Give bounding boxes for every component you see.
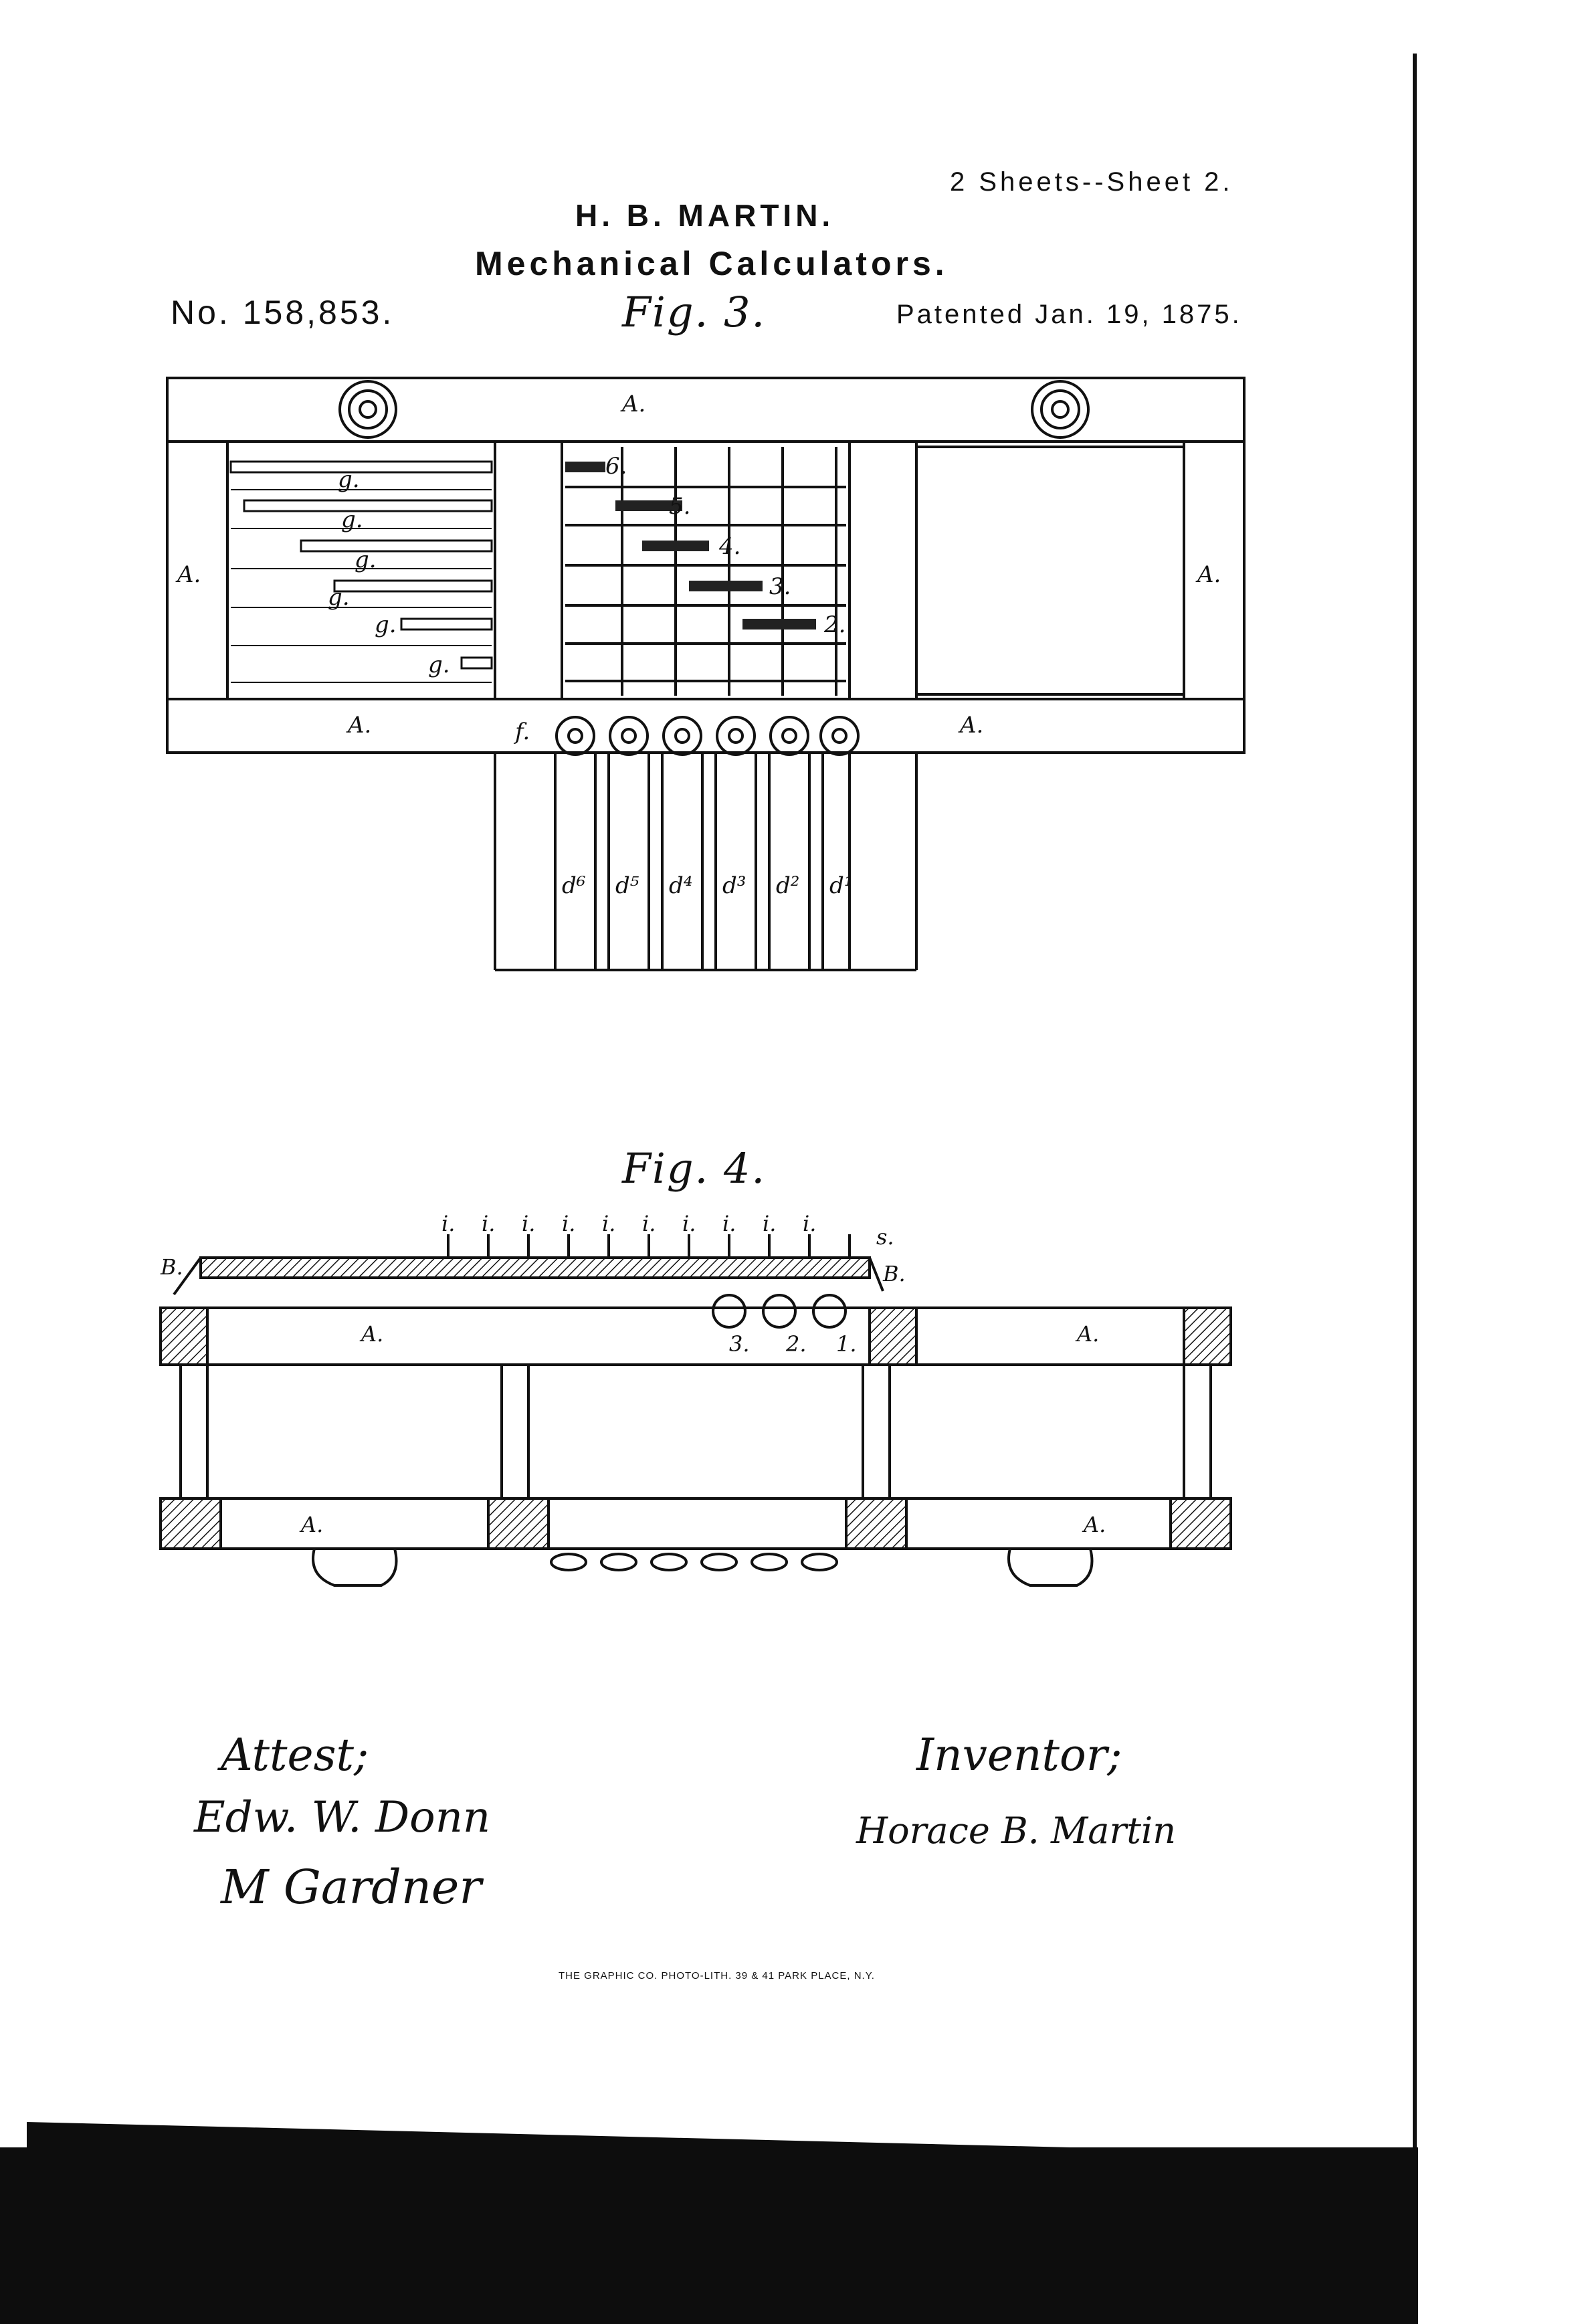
fig3-label-g-3: g. <box>355 547 377 573</box>
fig3-label-g-1: g. <box>338 466 360 493</box>
fig3-label-d1: d¹ <box>829 872 854 899</box>
fig4-label: Fig. 4. <box>622 1144 767 1193</box>
fig3-label-row-3: 3. <box>769 573 791 600</box>
fig3-label-g-6: g. <box>428 652 450 678</box>
sheet-number: 2 Sheets--Sheet 2. <box>950 167 1233 197</box>
fig3-label-g-2: g. <box>341 506 363 533</box>
fig4-label-a-4: A. <box>1084 1512 1106 1537</box>
fig3-label-f: f. <box>515 718 530 745</box>
fig3-label-d5: d⁵ <box>615 872 639 899</box>
fig4-label-i-9: i. <box>763 1211 777 1236</box>
scan-margin-right <box>1417 0 1592 2324</box>
witness-signature-1: Edw. W. Donn <box>194 1793 491 1842</box>
fig4-label-a-3: A. <box>301 1512 324 1537</box>
fig4-label-i-6: i. <box>642 1211 656 1236</box>
fig3-label-a-right: A. <box>1197 561 1221 588</box>
fig3-label-row-6: 6. <box>605 453 627 480</box>
fig3-label-a-bottom-right: A. <box>960 712 984 739</box>
inventor-name-heading: H. B. MARTIN. <box>575 198 835 233</box>
fig3-drawing <box>0 0 1592 1003</box>
fig3-label-d3: d³ <box>722 872 747 899</box>
fig4-label-gear-1: 1. <box>836 1331 857 1357</box>
fig4-label-i-5: i. <box>602 1211 616 1236</box>
fig4-label-a-2: A. <box>1077 1321 1100 1347</box>
fig4-label-i-10: i. <box>803 1211 817 1236</box>
fig3-label-a-top: A. <box>622 391 646 417</box>
fig4-label-i-7: i. <box>682 1211 696 1236</box>
fig4-label-i-2: i. <box>482 1211 496 1236</box>
fig4-label-gear-2: 2. <box>786 1331 807 1357</box>
patent-date: Patented Jan. 19, 1875. <box>896 300 1242 329</box>
fig3-label-g-4: g. <box>328 584 350 611</box>
lithographer-imprint: THE GRAPHIC CO. PHOTO-LITH. 39 & 41 PARK PLACE, N.Y. <box>559 1970 875 1981</box>
inventor-label: Inventor; <box>916 1729 1122 1781</box>
fig3-label-row-4: 4. <box>719 533 741 560</box>
fig3-label-a-bottom-left: A. <box>348 712 372 739</box>
witness-signature-2: M Gardner <box>221 1860 482 1915</box>
fig4-label-i-1: i. <box>441 1211 456 1236</box>
fig4-label-a-1: A. <box>361 1321 384 1347</box>
fig4-label-gear-3: 3. <box>729 1331 750 1357</box>
fig4-label-s: s. <box>876 1224 894 1250</box>
attest-label: Attest; <box>221 1729 369 1781</box>
fig4-label-i-3: i. <box>522 1211 536 1236</box>
fig3-label-g-5: g. <box>375 611 397 638</box>
fig3-label-d2: d² <box>776 872 800 899</box>
fig3-label-row-2: 2. <box>824 611 846 638</box>
fig4-label-b-left: B. <box>161 1254 183 1280</box>
fig3-label-a-left: A. <box>177 561 201 588</box>
fig3-label-d6: d⁶ <box>562 872 586 899</box>
fig3-label: Fig. 3. <box>622 288 767 336</box>
inventor-signature: Horace B. Martin <box>856 1810 1177 1852</box>
patent-number: No. 158,853. <box>171 294 395 331</box>
fig4-label-i-4: i. <box>562 1211 576 1236</box>
fig3-label-d4: d⁴ <box>669 872 693 899</box>
patent-title: Mechanical Calculators. <box>475 245 949 282</box>
fig4-drawing <box>0 1191 1592 1606</box>
fig4-label-i-8: i. <box>722 1211 736 1236</box>
scan-band-bottom <box>0 2147 1418 2324</box>
fig3-label-row-5: 5. <box>669 493 691 520</box>
fig4-label-b-right: B. <box>883 1261 906 1286</box>
